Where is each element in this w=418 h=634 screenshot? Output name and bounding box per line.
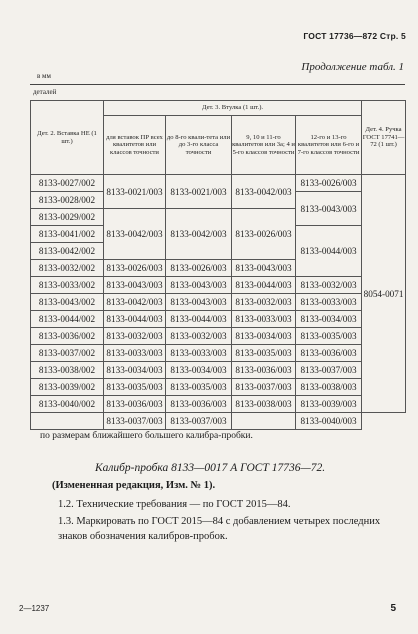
table-cell: 8133-0033/003 — [104, 345, 166, 362]
table-cell: 8133-0026/003 — [232, 209, 296, 260]
print-code: 2—1237 — [19, 604, 50, 613]
table-cell: 8133-0035/003 — [296, 328, 362, 345]
table-cell: 8133-0032/003 — [166, 328, 232, 345]
page-label: Стр. 5 — [379, 31, 406, 41]
col-head-bushing: Дет. 3. Втулка (1 шт.). — [104, 101, 362, 116]
table-cell: 8133-0040/002 — [31, 396, 104, 413]
table-cell: 8133-0026/003 — [166, 260, 232, 277]
table-cell: 8133-0033/002 — [31, 277, 104, 294]
table-cell: 8133-0039/002 — [31, 379, 104, 396]
table-cell: 8133-0036/003 — [232, 362, 296, 379]
table-cell: 8133-0021/003 — [166, 175, 232, 209]
table-cell — [232, 413, 296, 430]
parts-label: деталей — [33, 88, 57, 96]
table-cell: 8133-0038/003 — [296, 379, 362, 396]
units-note: в мм — [37, 72, 51, 80]
table-cell: 8133-0043/002 — [31, 294, 104, 311]
table-cell: 8133-0043/003 — [166, 277, 232, 294]
standard-number: ГОСТ 17736—872 — [303, 31, 378, 41]
table-cell: 8133-0043/003 — [232, 260, 296, 277]
table-cell: 8133-0026/003 — [104, 260, 166, 277]
table-cell: 8133-0037/003 — [166, 413, 232, 430]
table-cell: 8133-0032/003 — [104, 328, 166, 345]
footnote: по размерам ближайшего большего калибра-пробки. — [40, 431, 253, 441]
table-cell: 8133-0033/003 — [166, 345, 232, 362]
table-cell: 8133-0043/003 — [104, 277, 166, 294]
table-cell: 8133-0038/003 — [232, 396, 296, 413]
table-cell: 8133-0035/003 — [104, 379, 166, 396]
table-cell: 8133-0042/003 — [104, 294, 166, 311]
table-cell: 8133-0041/002 — [31, 226, 104, 243]
table-cell: 8133-0038/002 — [31, 362, 104, 379]
table-cell: 8133-0044/003 — [232, 277, 296, 294]
table-cell: 8133-0029/002 — [31, 209, 104, 226]
table-cell: 8133-0044/003 — [166, 311, 232, 328]
table-cell: 8133-0036/002 — [31, 328, 104, 345]
table-continuation: Продолжение табл. 1 — [301, 61, 404, 73]
subhead-12-13: 12-го и 13-го квалитетов или 6-го и 7-го классов точности — [296, 116, 362, 175]
col-head-insert-ne: Дет. 2. Вставка НЕ (1 шт.) — [31, 101, 104, 175]
table-cell: 8133-0040/003 — [296, 413, 362, 430]
table-cell: 8133-0034/003 — [104, 362, 166, 379]
subhead-all-classes: для вставок ПР всех квалитетов или классов точности — [104, 116, 166, 175]
subhead-up-to-8: до 8-го квали-тета или до 3-го класса точности — [166, 116, 232, 175]
paragraph-1-2: 1.2. Технические требования — по ГОСТ 2015—84. — [58, 499, 291, 510]
table-cell: 8133-0044/002 — [31, 311, 104, 328]
page-header — [303, 31, 406, 41]
parts-table — [30, 100, 406, 430]
table-cell: 8133-0026/003 — [296, 175, 362, 192]
table-cell: 8133-0034/003 — [296, 311, 362, 328]
table-cell: 8133-0035/003 — [232, 345, 296, 362]
table-cell: 8133-0021/003 — [104, 175, 166, 209]
table-cell: 8133-0032/003 — [232, 294, 296, 311]
table-cell: 8133-0043/003 — [296, 192, 362, 226]
table-cell: 8133-0032/003 — [296, 277, 362, 294]
table-cell: 8133-0042/003 — [104, 209, 166, 260]
table-cell: 8133-0034/003 — [232, 328, 296, 345]
table-cell: 8133-0037/003 — [232, 379, 296, 396]
table-cell: 8133-0033/003 — [232, 311, 296, 328]
table-cell: 8133-0033/003 — [296, 294, 362, 311]
col-head-handle: Дет. 4. Ручка ГОСТ 17741—72 (1 шт.) — [362, 101, 406, 175]
table-cell: 8133-0037/002 — [31, 345, 104, 362]
divider-top — [30, 84, 405, 85]
subhead-9-to-11: 9, 10 и 11-го квалитетов или 3а; 4 и 5-го классов точности — [232, 116, 296, 175]
table-cell: 8133-0032/002 — [31, 260, 104, 277]
page-number: 5 — [390, 603, 396, 614]
table-cell — [31, 413, 104, 430]
table-cell: 8133-0035/003 — [166, 379, 232, 396]
table-cell: 8133-0036/003 — [166, 396, 232, 413]
table-cell: 8054-0071 — [362, 175, 406, 413]
table-cell: 8133-0042/003 — [232, 175, 296, 209]
table-cell: 8133-0027/002 — [31, 175, 104, 192]
table-cell: 8133-0044/003 — [104, 311, 166, 328]
table-cell: 8133-0044/003 — [296, 226, 362, 277]
paragraph-1-3: 1.3. Маркировать по ГОСТ 2015—84 с добавлением четырех последних знаков обозначения калибров-пробок. — [58, 516, 381, 542]
table-cell: 8133-0036/003 — [104, 396, 166, 413]
table-cell: 8133-0034/003 — [166, 362, 232, 379]
table-cell: 8133-0037/003 — [296, 362, 362, 379]
table-cell: 8133-0036/003 — [296, 345, 362, 362]
table-cell: 8133-0042/002 — [31, 243, 104, 260]
table-cell: 8133-0043/003 — [166, 294, 232, 311]
table-cell: 8133-0039/003 — [296, 396, 362, 413]
table-cell: 8133-0042/003 — [166, 209, 232, 260]
revision-note: (Измененная редакция, Изм. № 1). — [52, 480, 216, 491]
section-subheading: Калибр-пробка 8133—0017 А ГОСТ 17736—72. — [95, 462, 326, 474]
table-cell: 8133-0037/003 — [104, 413, 166, 430]
table-cell: 8133-0028/002 — [31, 192, 104, 209]
